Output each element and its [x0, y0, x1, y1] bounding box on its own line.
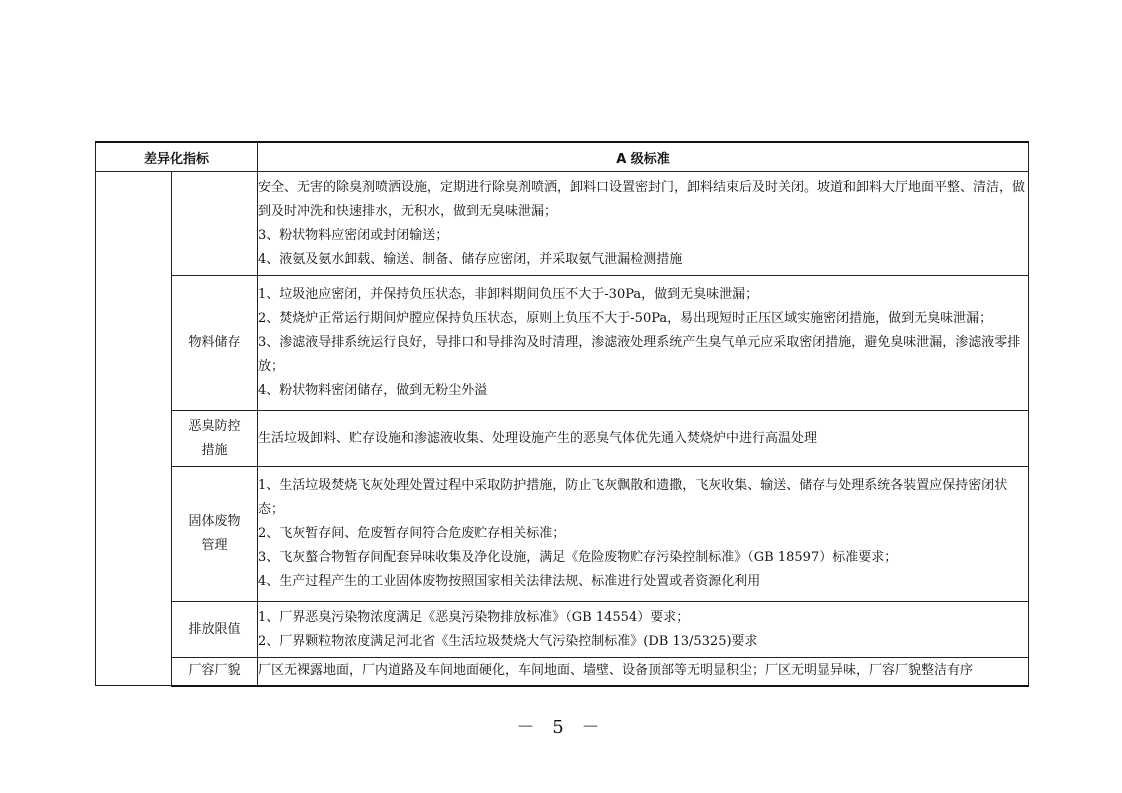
list-item: 4、液氨及氨水卸载、输送、制备、储存应密闭，并采取氨气泄漏检测措施: [258, 251, 683, 267]
table-row-solid-waste: [96, 467, 1029, 602]
list-item: 4、生产过程产生的工业固体废物按照国家相关法律法规、标准进行处置或者资源化利用: [258, 574, 761, 589]
category-material-storage: 物料储存: [172, 276, 258, 411]
continuation-text: [258, 172, 1029, 276]
list-item: 生活垃圾卸料、贮存设施和渗滤液收集、处理设施产生的恶臭气体优先通入焚烧炉中进行高温处理: [258, 430, 818, 446]
page-number: － 5 －: [516, 717, 606, 738]
list-item: 厂区无裸露地面，厂内道路及车间地面硬化，车间地面、墙壁、设备顶部等无明显积尘；厂区无明显异味，厂容厂貌整洁有序: [258, 663, 974, 679]
list-item: 2、飞灰暂存间、危废暂存间符合危废贮存相关标准；: [258, 526, 566, 541]
category-line: 固体废物: [188, 514, 241, 529]
category-line: 管理: [201, 538, 228, 553]
emission-limit-text: [258, 602, 1029, 658]
category-emission-limit: 排放限值: [172, 602, 258, 658]
list-item: 2、焚烧炉正常运行期间炉膛应保持负压状态，原则上负压不大于-50Pa，易出现短时正压区域实施密闭措施，做到无臭味泄漏；: [258, 311, 993, 326]
table-row-emission-limit: [96, 602, 1029, 658]
list-item: 安全、无害的除臭剂喷洒设施，定期进行除臭剂喷洒，卸料口设置密封门，卸料结束后及时关闭。坡道和卸料大厅地面平整、清洁，做到及时冲洗和快速排水，无积水，做到无臭味泄漏；: [258, 179, 1026, 219]
list-item: 3、粉状物料应密闭或封闭输送；: [258, 227, 449, 243]
list-item: 2、厂界颗粒物浓度满足河北省《生活垃圾焚烧大气污染控制标准》(DB 13/5325)要求: [258, 633, 758, 649]
empty-subcategory-cell: [172, 172, 258, 276]
header-grade: A 级标准: [258, 142, 1029, 172]
category-odor-control: [172, 411, 258, 467]
table-row-plant-appearance: [96, 658, 1029, 686]
list-item: 1、垃圾池应密闭，并保持负压状态，非卸料期间负压不大于-30Pa，做到无臭味泄漏；: [258, 287, 759, 302]
odor-control-text: [258, 411, 1029, 467]
material-storage-text: [258, 276, 1029, 411]
category-solid-waste: [172, 467, 258, 602]
list-item: 3、渗滤液导排系统运行良好，导排口和导排沟及时清理，渗滤液处理系统产生臭气单元应采取密闭措施，避免臭味泄漏，渗滤液零排放；: [258, 335, 1021, 374]
category-line: 措施: [201, 442, 228, 458]
plant-appearance-text: [258, 658, 1029, 686]
merged-category-cell: [96, 172, 172, 686]
table-row-material-storage: [96, 276, 1029, 411]
solid-waste-text: [258, 467, 1029, 602]
category-plant-appearance: 厂容厂貌: [172, 658, 258, 686]
list-item: 1、生活垃圾焚烧飞灰处理处置过程中采取防护措施，防止飞灰飘散和遗撒，飞灰收集、输送、储存与处理系统各装置应保持密闭状态；: [258, 478, 1008, 517]
table-row-continuation: [96, 172, 1029, 276]
list-item: 3、飞灰螯合物暂存间配套异味收集及净化设施，满足《危险废物贮存污染控制标准》（GB 18597）标准要求；: [258, 550, 898, 565]
list-item: 4、粉状物料密闭储存，做到无粉尘外溢: [258, 383, 488, 398]
category-line: 恶臭防控: [188, 418, 241, 434]
standards-table: [95, 141, 1029, 687]
table-row-odor-control: [96, 411, 1029, 467]
table-header-row: [96, 142, 1029, 172]
list-item: 1、厂界恶臭污染物浓度满足《恶臭污染物排放标准》（GB 14554）要求；: [258, 609, 690, 625]
header-indicator: 差异化指标: [96, 142, 258, 172]
